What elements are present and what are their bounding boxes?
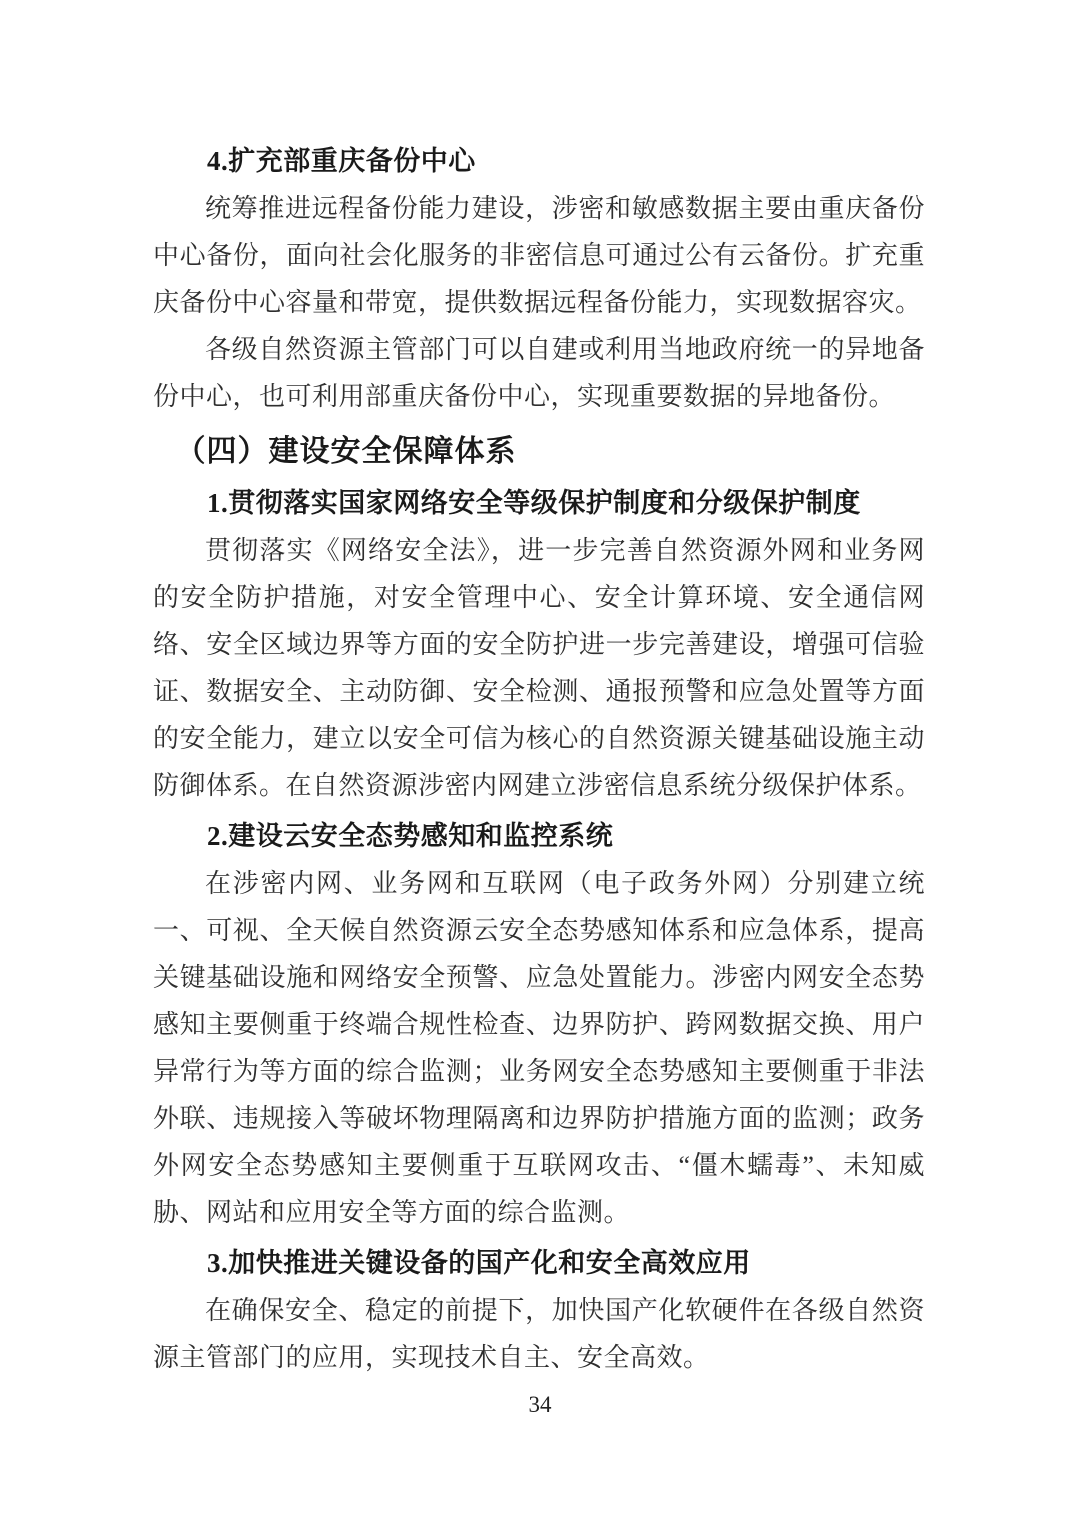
heading-cloud-security-situation-awareness: 2.建设云安全态势感知和监控系统 [207, 821, 614, 851]
heading-network-security-protection-system: 1.贯彻落实国家网络安全等级保护制度和分级保护制度 [207, 488, 861, 518]
page-number: 34 [528, 1392, 552, 1417]
para-domestic-software-hardware: 在确保安全、稳定的前提下，加快国产化软硬件在各级自然资源主管部门的应用，实现技术自主、安全高效。 [153, 1296, 925, 1372]
para-remote-backup-capability: 统筹推进远程备份能力建设，涉密和敏感数据主要由重庆备份中心备份，面向社会化服务的非密信息可通过公有云备份。扩充重庆备份中心容量和带宽，提供数据远程备份能力，实现数据容灾。 [153, 194, 925, 317]
heading-domestic-equipment-application: 3.加快推进关键设备的国产化和安全高效应用 [207, 1248, 751, 1278]
para-network-security-law: 贯彻落实《网络安全法》，进一步完善自然资源外网和业务网的安全防护措施，对安全管理中心、安全计算环境、安全通信网络、安全区域边界等方面的安全防护进一步完善建设，增强可信验证、数据安全、主动防御、安全检测、通报预警和应急处置等方面的安全能力，建立以安全可信为核心的自然资源关键基础设施主动防御体系。在自然资源涉密内网建立涉密信息系统分级保护体系。 [153, 536, 925, 800]
heading-expand-chongqing-backup-center: 4.扩充部重庆备份中心 [207, 146, 476, 176]
document-content [153, 134, 925, 1381]
section-heading-security-assurance-system: （四）建设安全保障体系 [175, 435, 517, 468]
para-cloud-security-monitoring: 在涉密内网、业务网和互联网（电子政务外网）分别建立统一、可视、全天候自然资源云安全态势感知体系和应急体系，提高关键基础设施和网络安全预警、应急处置能力。涉密内网安全态势感知主要侧重于终端合规性检查、边界防护、跨网数据交换、用户异常行为等方面的综合监测；业务网安全态势感知主要侧重于非法外联、违规接入等破坏物理隔离和边界防护措施方面的监测；政务外网安全态势感知主要侧重于互联网攻击、“僵木蠕毒”、未知威胁、网站和应用安全等方面的综合监测。 [153, 869, 925, 1227]
para-offsite-backup-centers: 各级自然资源主管部门可以自建或利用当地政府统一的异地备份中心，也可利用部重庆备份中心，实现重要数据的异地备份。 [153, 335, 925, 411]
